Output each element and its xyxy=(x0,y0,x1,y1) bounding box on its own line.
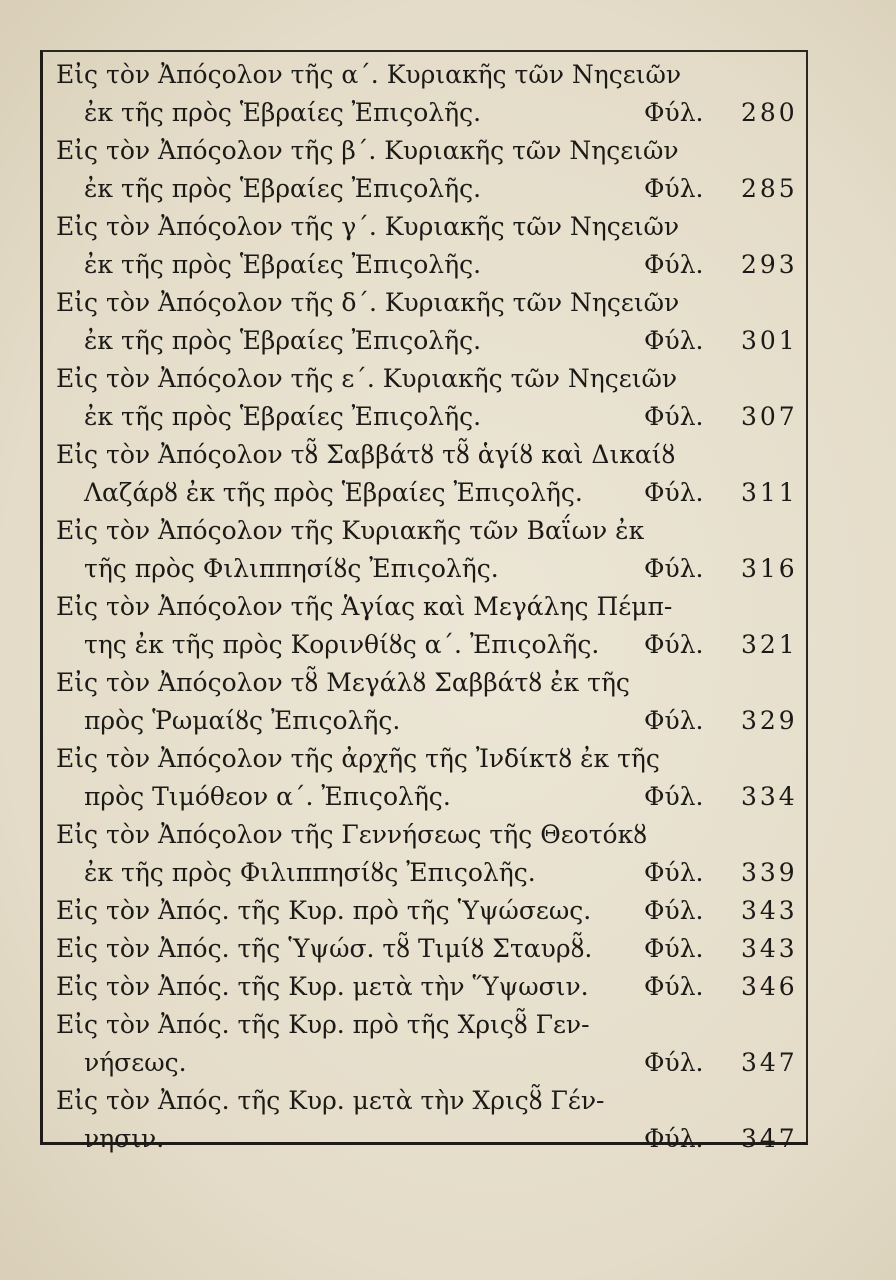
entry-title: Εἰς τὸν Ἀπόςολον τῆς Ἁγίας καὶ Μεγάλης Πέμπ- xyxy=(56,592,673,621)
folio-label: Φύλ. xyxy=(644,250,704,279)
entry-line xyxy=(56,170,796,208)
entry-line xyxy=(56,892,796,930)
folio-label: Φύλ. xyxy=(644,706,704,735)
entry-title-cont: πρὸς Ῥωμαίȣς Ἐπιςολῆς. xyxy=(84,706,401,735)
entry-line xyxy=(56,778,796,816)
entry-line xyxy=(56,740,796,778)
entry-title: Εἰς τὸν Ἀπόςολον τȣ̃ Σαββάτȣ τȣ̃ ἁγίȣ καὶ Δικαίȣ xyxy=(56,440,676,469)
folio-label: Φύλ. xyxy=(644,402,704,431)
entry-line xyxy=(56,284,796,322)
folio-label: Φύλ. xyxy=(644,478,704,507)
page-number: 347 xyxy=(741,1124,798,1153)
entry-line xyxy=(56,512,796,550)
entry-title: Εἰς τὸν Ἀπόςολον τῆς Γεννήσεως τῆς Θεοτόκȣ xyxy=(56,820,648,849)
page-number: 280 xyxy=(741,98,798,127)
entry-line xyxy=(56,398,796,436)
entry-line xyxy=(56,550,796,588)
entry-title: Εἰς τὸν Ἀπόςολον τȣ̃ Μεγάλȣ Σαββάτȣ ἐκ τῆς xyxy=(56,668,630,697)
entry-title: Εἰς τὸν Ἀπόςολον τῆς Κυριακῆς τῶν Βαΐων ἐκ xyxy=(56,516,645,545)
entry-title: Εἰς τὸν Ἀπός. τῆς Κυρ. μετὰ τὴν Ὕψωσιν. xyxy=(56,972,589,1001)
entry-line xyxy=(56,664,796,702)
entry-line xyxy=(56,930,796,968)
folio-label: Φύλ. xyxy=(644,174,704,203)
entry-line xyxy=(56,56,796,94)
page-number: 346 xyxy=(741,972,798,1001)
entry-title-cont: ἐκ τῆς πρὸς Ἑβραίες Ἐπιςολῆς. xyxy=(84,98,482,127)
folio-label: Φύλ. xyxy=(644,1124,704,1153)
entry-line xyxy=(56,246,796,284)
page-number: 329 xyxy=(741,706,798,735)
page-number: 316 xyxy=(741,554,798,583)
folio-label: Φύλ. xyxy=(644,554,704,583)
entry-title: Εἰς τὸν Ἀπόςολον τῆς ἀρχῆς τῆς Ἰνδίκτȣ ἐκ τῆς xyxy=(56,744,660,773)
folio-label: Φύλ. xyxy=(644,326,704,355)
entry-line xyxy=(56,360,796,398)
entry-title: Εἰς τὸν Ἀπόςολον τῆς γ΄. Κυριακῆς τῶν Νηςειῶν xyxy=(56,212,680,241)
index-entries xyxy=(56,56,796,1158)
entry-title-cont: Λαζάρȣ ἐκ τῆς πρὸς Ἑβραίες Ἐπιςολῆς. xyxy=(84,478,583,507)
entry-line xyxy=(56,1120,796,1158)
folio-label: Φύλ. xyxy=(644,972,704,1001)
entry-line xyxy=(56,816,796,854)
entry-line xyxy=(56,208,796,246)
page-number: 343 xyxy=(741,934,798,963)
entry-title: Εἰς τὸν Ἀπόςολον τῆς δ΄. Κυριακῆς τῶν Νηςειῶν xyxy=(56,288,680,317)
page-number: 321 xyxy=(741,630,798,659)
entry-line xyxy=(56,1044,796,1082)
entry-line xyxy=(56,968,796,1006)
entry-title-cont: ἐκ τῆς πρὸς Ἑβραίες Ἐπιςολῆς. xyxy=(84,250,482,279)
entry-title-cont: ἐκ τῆς πρὸς Φιλιππησίȣς Ἐπιςολῆς. xyxy=(84,858,536,887)
entry-title-cont: νήσεως. xyxy=(84,1048,187,1077)
page-number: 301 xyxy=(741,326,798,355)
entry-line xyxy=(56,854,796,892)
entry-title-cont: ἐκ τῆς πρὸς Ἑβραίες Ἐπιςολῆς. xyxy=(84,402,482,431)
entry-title: Εἰς τὸν Ἀπόςολον τῆς β΄. Κυριακῆς τῶν Νηςειῶν xyxy=(56,136,679,165)
entry-line xyxy=(56,626,796,664)
page-number: 339 xyxy=(741,858,798,887)
entry-title-cont: ἐκ τῆς πρὸς Ἑβραίες Ἐπιςολῆς. xyxy=(84,326,482,355)
entry-title: Εἰς τὸν Ἀπός. τῆς Κυρ. πρὸ τῆς Χριςȣ̃ Γεν- xyxy=(56,1010,590,1039)
entry-title-cont: τῆς πρὸς Φιλιππησίȣς Ἐπιςολῆς. xyxy=(84,554,499,583)
entry-line xyxy=(56,1006,796,1044)
entry-title: Εἰς τὸν Ἀπός. τῆς Κυρ. πρὸ τῆς Ὑψώσεως. xyxy=(56,896,592,925)
folio-label: Φύλ. xyxy=(644,934,704,963)
folio-label: Φύλ. xyxy=(644,1048,704,1077)
entry-title-cont: πρὸς Τιμόθεον α΄. Ἐπιςολῆς. xyxy=(84,782,451,811)
folio-label: Φύλ. xyxy=(644,98,704,127)
entry-line xyxy=(56,588,796,626)
entry-line xyxy=(56,702,796,740)
page-number: 285 xyxy=(741,174,798,203)
entry-title: Εἰς τὸν Ἀπόςολον τῆς ε΄. Κυριακῆς τῶν Νηςειῶν xyxy=(56,364,678,393)
page-number: 347 xyxy=(741,1048,798,1077)
folio-label: Φύλ. xyxy=(644,630,704,659)
page-number: 311 xyxy=(741,478,798,507)
entry-title: Εἰς τὸν Ἀπόςολον τῆς α΄. Κυριακῆς τῶν Νηςειῶν xyxy=(56,60,682,89)
entry-title-cont: ἐκ τῆς πρὸς Ἑβραίες Ἐπιςολῆς. xyxy=(84,174,482,203)
entry-line xyxy=(56,436,796,474)
entry-line xyxy=(56,132,796,170)
folio-label: Φύλ. xyxy=(644,858,704,887)
page-number: 343 xyxy=(741,896,798,925)
entry-title: Εἰς τὸν Ἀπός. τῆς Κυρ. μετὰ τὴν Χριςȣ̃ Γέν- xyxy=(56,1086,605,1115)
page-number: 307 xyxy=(741,402,798,431)
page-number: 293 xyxy=(741,250,798,279)
folio-label: Φύλ. xyxy=(644,896,704,925)
entry-title-cont: της ἐκ τῆς πρὸς Κορινθίȣς α΄. Ἐπιςολῆς. xyxy=(84,630,600,659)
page-number: 334 xyxy=(741,782,798,811)
folio-label: Φύλ. xyxy=(644,782,704,811)
entry-line xyxy=(56,474,796,512)
entry-line xyxy=(56,94,796,132)
entry-title-cont: νησιν. xyxy=(84,1124,165,1153)
entry-title: Εἰς τὸν Ἀπός. τῆς Ὑψώσ. τȣ̃ Τιμίȣ Σταυρȣ̃. xyxy=(56,934,593,963)
entry-line xyxy=(56,1082,796,1120)
entry-line xyxy=(56,322,796,360)
